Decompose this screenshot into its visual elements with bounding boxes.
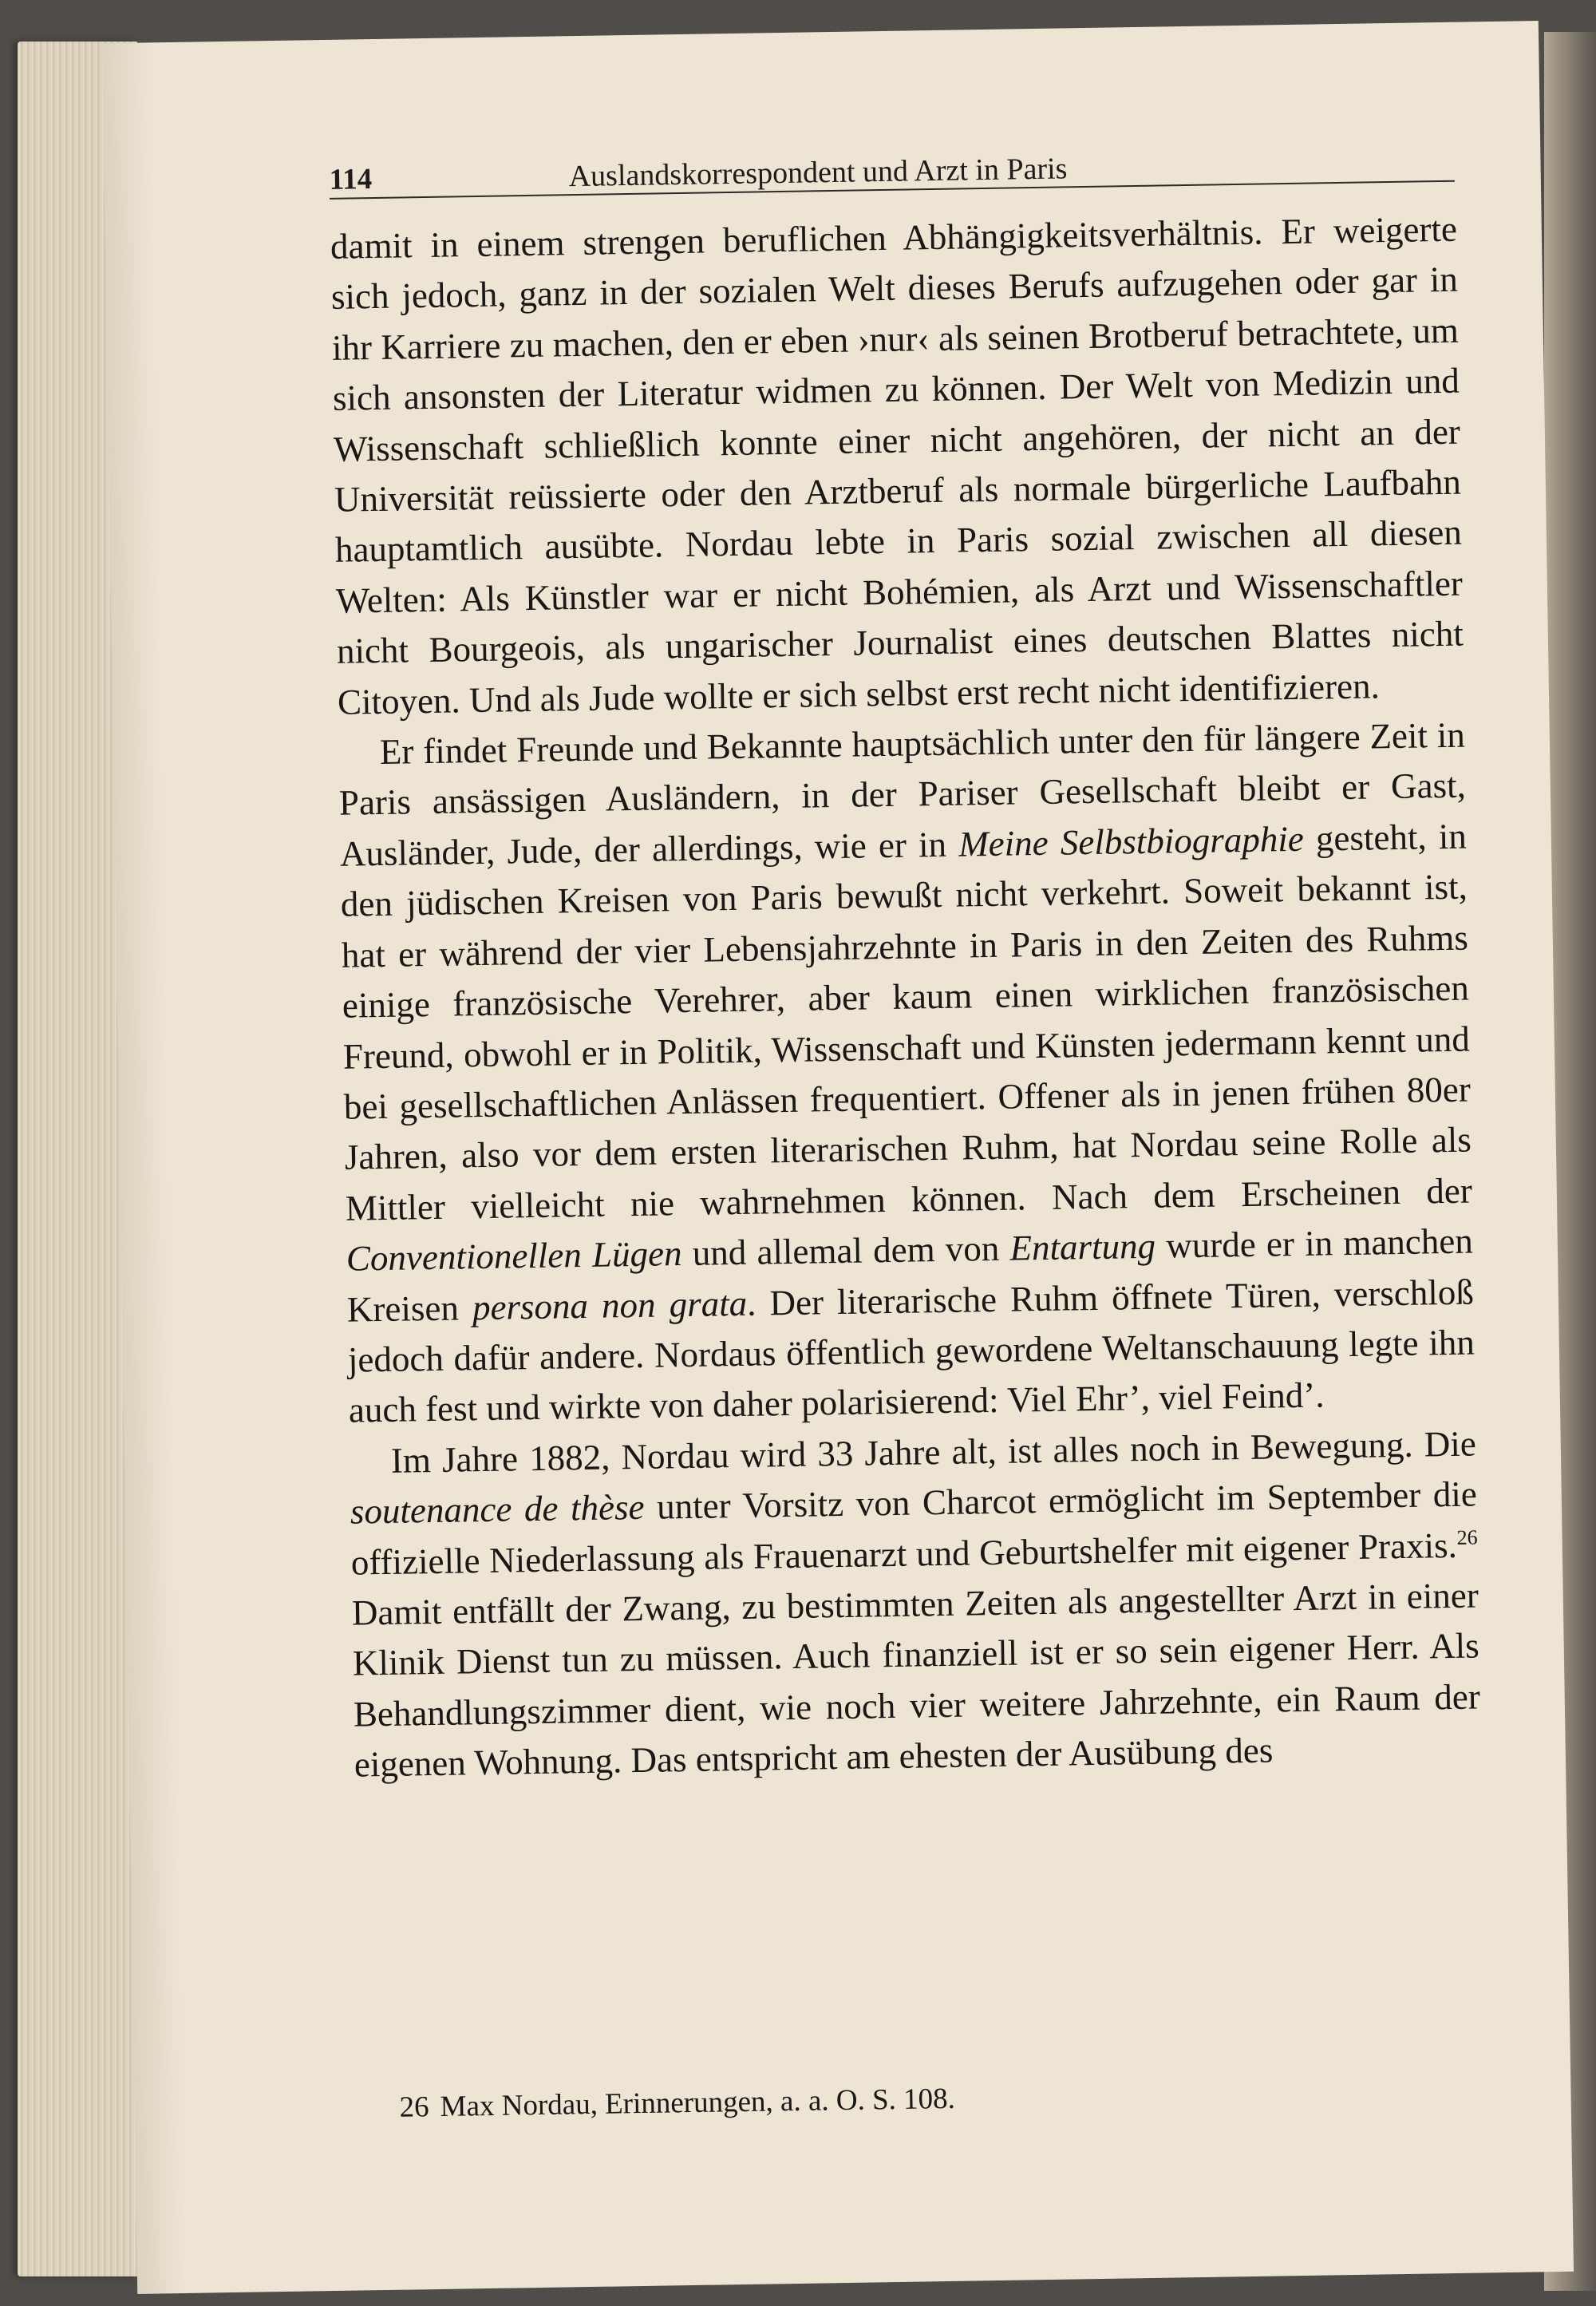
page-number: 114 — [329, 163, 373, 196]
p2-text-2: gesteht, in den jüdischen Kreisen von Paris bewußt nicht verkehrt. Soweit bekannt ist, hat er während der vier Lebensjahrzehnte in Paris in den Zeiten des Ruhms einige französische Verehrer, aber kaum einen wirklichen französischen Freund, obwohl er in Politik, Wissenschaft und Künsten jedermann kennt und bei gesellschaftlichen Anlässen frequentiert. Offener als in jenen frühen 80er Jahren, also vor dem ersten literarischen Ruhm, hat Nordau seine Rolle als Mittler vielleicht nie wahrnehmen können. Nach dem Erscheinen der — [340, 816, 1473, 1228]
p2-title-conventionellen-luegen: Conventionellen Lügen — [346, 1233, 682, 1279]
p2-text-1: Er findet Freunde und Bekannte hauptsächlich unter den für längere Zeit in Paris ansässigen Ausländern, in der Pariser Gesellschaft bleibt er Gast, Ausländer, Jude, der allerdings, wie er in — [338, 714, 1467, 874]
p3-text-2: unter Vorsitz von Charcot ermöglicht im September die offizielle Niederlassung als Frauenarzt und Geburtshelfer mit eigener Praxis. — [350, 1473, 1478, 1583]
p2-text-5: . Der literarische Ruhm öffnete Türen, verschloß jedoch dafür andere. Nordaus öffentlich gewordene Weltanschauung legte ihn auch fest und wirkte von daher polarisierend: Viel Ehr’, viel Feind’. — [347, 1272, 1476, 1431]
p3-text-1: Im Jahre 1882, Nordau wird 33 Jahre alt, ist alles noch in Bewegung. Die — [390, 1423, 1477, 1481]
paragraph-2 — [338, 710, 1476, 1437]
body-text — [330, 204, 1482, 1791]
paragraph-3 — [349, 1418, 1481, 1790]
p2-title-entartung: Entartung — [1009, 1225, 1156, 1268]
footnote-number: 26 — [399, 2090, 429, 2124]
footnote-text: Max Nordau, Erinnerungen, a. a. O. S. 108. — [440, 2082, 956, 2123]
footnote-reference: 26 — [1456, 1525, 1478, 1549]
p2-text-4: wurde er in manchen Kreisen — [346, 1220, 1474, 1330]
book-page — [102, 21, 1574, 2294]
p3-text-3: Damit entfällt der Zwang, zu bestimmten Zeiten als angestellter Arzt in einer Klinik Dienst tun zu müssen. Auch finanziell ist er so sein eigener Herr. Als Behandlungszimmer dient, wie noch vier weitere Jahrzehnte, ein Raum der eigenen Wohnung. Das entspricht am ehesten der Ausübung des — [351, 1575, 1481, 1785]
running-head-title: Auslandskorrespondent und Arzt in Paris — [568, 152, 1068, 194]
p2-text-3: und allemal dem von — [681, 1228, 1010, 1274]
p2-title-selbstbiographie: Meine Selbstbiographie — [958, 818, 1305, 864]
footnote — [399, 2074, 1437, 2124]
paragraph-1: damit in einem strengen beruflichen Abhängigkeitsverhältnis. Er weigerte sich jedoch, ganz in der sozialen Welt dieses Berufs aufzugehen oder gar in ihr Karriere zu machen, den er eben ›nur‹ als seinen Brotberuf betrachtete, um sich ansonsten der Literatur widmen zu können. Der Welt von Medizin und Wissenschaft schließlich konnte einer nicht angehören, der nicht an der Universität reüssierte oder den Arztberuf als normale bürgerliche Laufbahn hauptamtlich ausübte. Nordau lebte in Paris sozial zwischen all diesen Welten: Als Künstler war er nicht Bohémien, als Arzt und Wissenschaftler nicht Bourgeois, als ungarischer Journalist eines deutschen Blattes nicht Citoyen. Und als Jude wollte er sich selbst erst recht nicht identifizieren. — [330, 208, 1464, 722]
p3-soutenance-de-these: soutenance de thèse — [350, 1487, 645, 1532]
running-head — [329, 133, 1455, 200]
p2-persona-non-grata: persona non grata — [472, 1283, 748, 1327]
